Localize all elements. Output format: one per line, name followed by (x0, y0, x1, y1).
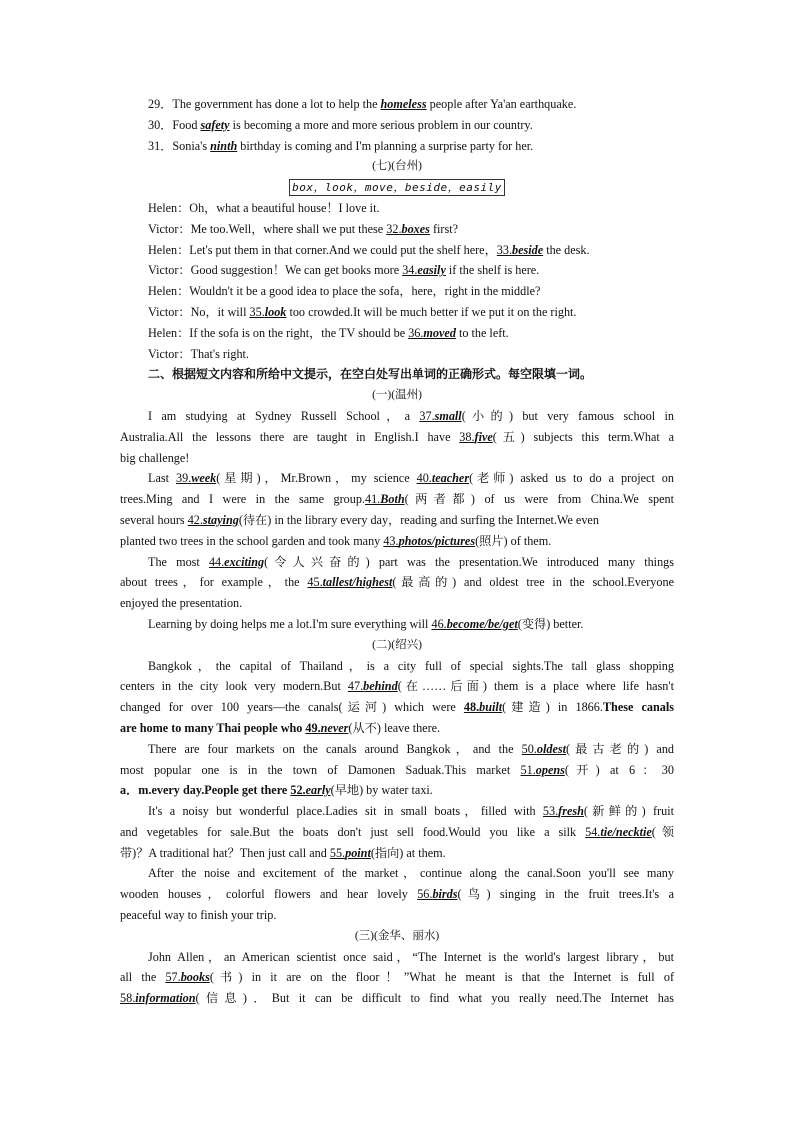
text-line: several hours 42.staying(待在) in the library every day，reading and surfing the Internet.We even (120, 512, 599, 527)
word-box: box，look，move，beside，easily (289, 179, 505, 196)
answer: beside (512, 242, 544, 257)
answer: oldest (536, 741, 567, 756)
text-line: about trees，for example，the 45.tallest/highest(最高的) and oldest tree in the school.Everyone (120, 575, 675, 590)
dialogue-line: Helen：Oh，what a beautiful house！I love it. (148, 200, 380, 215)
text-line: centers in the city look very modern.But 47.behind(在……后面) them is a place where life hasn't (120, 679, 674, 694)
answer: point (345, 845, 371, 860)
text-line: Last 39.week(星期)，Mr.Brown，my science 40.teacher(老师) asked us to do a project on (148, 471, 674, 486)
dialogue-line: Victor：That's right. (148, 346, 249, 361)
text-line: It's a noisy but wonderful place.Ladies sit in small boats，filled with 53.fresh(新鲜的) fruit (148, 804, 674, 819)
text-line: most popular one is in the town of Damonen Saduak.This market 51.opens(开) at 6：30 (120, 762, 674, 777)
answer: homeless (380, 97, 427, 111)
dialogue-line: Victor：Me too.Well，where shall we put these 32.boxes first? (148, 221, 459, 236)
answer: five (474, 429, 493, 444)
text-line: Bangkok，the capital of Thailand，is a city full of special sights.The tall glass shopping (148, 658, 674, 673)
dialogue-line: Victor：Good suggestion！We can get books more 34.easily if the shelf is here. (148, 263, 540, 278)
answer: tallest/highest (322, 575, 393, 590)
text-line: and vegetables for sale.But the boats don't just sell food.Would you like a silk 54.tie/necktie(领 (120, 824, 675, 839)
answer: information (135, 991, 196, 1006)
answer: built (479, 700, 503, 715)
answer: early (305, 783, 331, 798)
text-line: all the 57.books(书) in it are on the floor！”What he meant is that the Internet is full of (120, 970, 674, 985)
answer: become/be/get (446, 616, 518, 631)
text-line: are home to many Thai people who 49.never(从不) leave there. (120, 720, 441, 735)
answer: moved (423, 325, 456, 340)
sentence-30: 30．Food safety is becoming a more and more serious problem in our country. (148, 117, 533, 132)
text-line: changed for over 100 years—the canals(运河) which were 48.built(建造) in 1866.These canals (120, 700, 674, 715)
text-line: wooden houses，colorful flowers and hear lovely 56.birds(鸟) singing in the fruit trees.It's a (120, 887, 674, 902)
text-line: planted two trees in the school garden and took many 43.photos/pictures(照片) of them. (120, 533, 552, 548)
text-line: enjoyed the presentation. (120, 596, 243, 611)
text-line: big challenge! (120, 450, 190, 465)
text-line: There are four markets on the canals around Bangkok，and the 50.oldest(最古老的) and (148, 741, 675, 756)
answer: easily (417, 263, 446, 278)
answer: boxes (401, 221, 430, 236)
text-line: Learning by doing helps me a lot.I'm sure everything will 46.become/be/get(变得) better. (148, 616, 584, 631)
text-line: After the noise and excitement of the market，continue along the canal.Soon you'll see many (148, 866, 674, 881)
text-line: John Allen，an American scientist once said，“The Internet is the world's largest library，but (148, 949, 674, 964)
text-line: Australia.All the lessons there are taught in English.I have 38.five(五) subjects this term.What a (120, 429, 674, 444)
text-line: 带)？A traditional hat？Then just call and 55.point(指向) at them. (120, 845, 446, 860)
dialogue-line: Helen：Wouldn't it be a good idea to place the sofa，here，right in the middle? (148, 284, 541, 299)
answer: safety (200, 117, 230, 132)
answer: Both (380, 492, 405, 507)
answer: photos/pictures (398, 533, 476, 548)
text-line: trees.Ming and I were in the same group.41.Both(两者都) of us were from China.We spent (120, 492, 674, 507)
dialogue-line: Victor：No，it will 35.look too crowded.It will be much better if we put it on the right. (148, 304, 577, 319)
answer: books (180, 970, 210, 985)
answer: teacher (431, 471, 470, 486)
text-line: a．m.every day.People get there 52.early(早地) by water taxi. (120, 783, 433, 798)
document-page (120, 94, 674, 1009)
answer: behind (363, 679, 398, 694)
answer: fresh (558, 804, 584, 819)
section-heading: (一)(温州) (372, 389, 422, 402)
sentence-29: 29．The government has done a lot to help the homeless people after Ya'an earthquake. (148, 97, 577, 111)
answer: week (191, 471, 217, 486)
answer: opens (535, 762, 565, 777)
text-line: 58.information(信息)．But it can be difficult to find what you really need.The Internet has (120, 991, 674, 1006)
dialogue-line: Helen：If the sofa is on the right，the TV should be 36.moved to the left. (148, 325, 509, 340)
answer: staying (202, 512, 239, 527)
part-title: 二、根据短文内容和所给中文提示，在空白处写出单词的正确形式。每空限填一词。 (148, 367, 593, 382)
answer: exciting (224, 554, 265, 569)
text-line: peaceful way to finish your trip. (120, 908, 277, 923)
sentence-31: 31．Sonia's ninth birthday is coming and I'm planning a surprise party for her. (148, 138, 534, 153)
text-line: I am studying at Sydney Russell School，a 37.small(小的) but very famous school in (148, 408, 674, 423)
answer: small (434, 408, 462, 423)
text-line: The most 44.exciting(令人兴奋的) part was the presentation.We introduced many things (148, 554, 674, 569)
section-heading: (七)(台州) (372, 160, 422, 173)
answer: ninth (210, 138, 238, 153)
answer: tie/necktie (600, 824, 652, 839)
answer: never (320, 720, 349, 735)
answer: birds (432, 887, 458, 902)
answer: look (264, 304, 287, 319)
section-heading: (三)(金华、丽水) (354, 929, 440, 942)
word-box-row (120, 177, 674, 198)
section-heading: (二)(绍兴) (372, 638, 422, 651)
dialogue-line: Helen：Let's put them in that corner.And we could put the shelf here，33.beside the desk. (148, 242, 590, 257)
